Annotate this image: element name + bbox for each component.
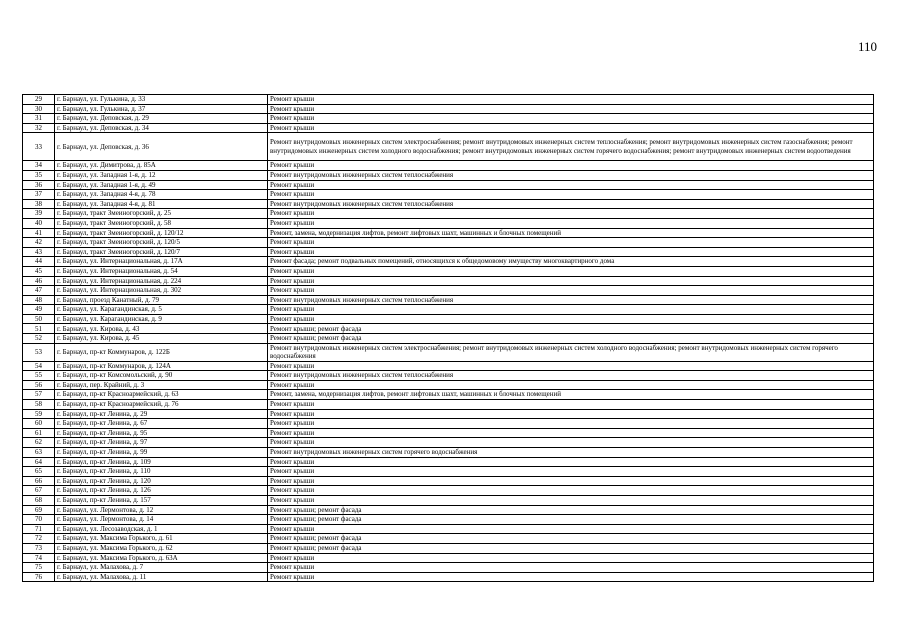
row-number-cell: 55 <box>23 371 55 381</box>
row-number-cell: 57 <box>23 390 55 400</box>
table-row <box>23 180 874 190</box>
address-cell: г. Барнаул, ул. Интернациональная, д. 224 <box>55 276 268 286</box>
table-row <box>23 276 874 286</box>
address-cell: г. Барнаул, пр-кт Ленина, д. 126 <box>55 486 268 496</box>
table-row <box>23 505 874 515</box>
address-cell: г. Барнаул, пр-кт Ленина, д. 97 <box>55 438 268 448</box>
work-type-cell: Ремонт крыши <box>268 305 874 315</box>
address-cell: г. Барнаул, ул. Гулькина, д. 37 <box>55 104 268 114</box>
row-number-cell: 68 <box>23 495 55 505</box>
table-row <box>23 266 874 276</box>
row-number-cell: 36 <box>23 180 55 190</box>
table-row <box>23 257 874 267</box>
address-cell: г. Барнаул, ул. Интернациональная, д. 302 <box>55 286 268 296</box>
row-number-cell: 34 <box>23 161 55 171</box>
address-cell: г. Барнаул, ул. Интернациональная, д. 54 <box>55 266 268 276</box>
work-type-cell: Ремонт крыши <box>268 190 874 200</box>
address-cell: г. Барнаул, пр-кт Ленина, д. 99 <box>55 448 268 458</box>
address-cell: г. Барнаул, пр-кт Коммунаров, д. 124А <box>55 361 268 371</box>
row-number-cell: 62 <box>23 438 55 448</box>
work-type-cell: Ремонт крыши <box>268 266 874 276</box>
row-number-cell: 66 <box>23 476 55 486</box>
row-number-cell: 63 <box>23 448 55 458</box>
work-type-cell: Ремонт крыши <box>268 161 874 171</box>
row-number-cell: 40 <box>23 218 55 228</box>
work-type-cell: Ремонт, замена, модернизация лифтов, ремонт лифтовых шахт, машинных и блочных помещений <box>268 228 874 238</box>
address-cell: г. Барнаул, пр-кт Ленина, д. 67 <box>55 419 268 429</box>
table-row <box>23 476 874 486</box>
row-number-cell: 41 <box>23 228 55 238</box>
address-cell: г. Барнаул, тракт Змеиногорский, д. 120/5 <box>55 238 268 248</box>
page-number: 110 <box>858 39 878 54</box>
work-type-cell: Ремонт крыши <box>268 123 874 133</box>
address-cell: г. Барнаул, ул. Западная 1-я, д. 12 <box>55 170 268 180</box>
address-cell: г. Барнаул, пр-кт Ленина, д. 120 <box>55 476 268 486</box>
address-cell: г. Барнаул, пер. Крайний, д. 3 <box>55 380 268 390</box>
table-row <box>23 161 874 171</box>
work-type-cell: Ремонт крыши <box>268 524 874 534</box>
table-row <box>23 553 874 563</box>
table-row <box>23 305 874 315</box>
work-type-cell: Ремонт крыши <box>268 572 874 582</box>
address-cell: г. Барнаул, тракт Змеиногорский, д. 120/12 <box>55 228 268 238</box>
address-cell: г. Барнаул, пр-кт Коммунаров, д. 122Б <box>55 343 268 361</box>
row-number-cell: 59 <box>23 409 55 419</box>
address-cell: г. Барнаул, ул. Максима Горького, д. 63А <box>55 553 268 563</box>
address-cell: г. Барнаул, тракт Змеиногорский, д. 25 <box>55 209 268 219</box>
table-row <box>23 295 874 305</box>
table-row <box>23 286 874 296</box>
work-type-cell: Ремонт крыши; ремонт фасада <box>268 515 874 525</box>
work-type-cell: Ремонт фасада; ремонт подвальных помещений, относящихся к общедомовому имуществу многоквартирного дома <box>268 257 874 267</box>
work-type-cell: Ремонт крыши <box>268 95 874 105</box>
table-row <box>23 457 874 467</box>
address-cell: г. Барнаул, пр-кт Ленина, д. 157 <box>55 495 268 505</box>
table-row <box>23 133 874 161</box>
table-row <box>23 515 874 525</box>
row-number-cell: 47 <box>23 286 55 296</box>
table-row <box>23 123 874 133</box>
row-number-cell: 44 <box>23 257 55 267</box>
address-cell: г. Барнаул, пр-кт Красноармейский, д. 76 <box>55 400 268 410</box>
row-number-cell: 31 <box>23 114 55 124</box>
work-type-cell: Ремонт крыши; ремонт фасада <box>268 543 874 553</box>
row-number-cell: 37 <box>23 190 55 200</box>
work-type-cell: Ремонт крыши <box>268 486 874 496</box>
table-row <box>23 438 874 448</box>
row-number-cell: 72 <box>23 534 55 544</box>
work-type-cell: Ремонт крыши <box>268 409 874 419</box>
work-type-cell: Ремонт крыши <box>268 428 874 438</box>
address-cell: г. Барнаул, ул. Деповская, д. 29 <box>55 114 268 124</box>
row-number-cell: 42 <box>23 238 55 248</box>
address-cell: г. Барнаул, ул. Западная 4-я, д. 78 <box>55 190 268 200</box>
row-number-cell: 67 <box>23 486 55 496</box>
address-cell: г. Барнаул, тракт Змеиногорский, д. 120/7 <box>55 247 268 257</box>
address-cell: г. Барнаул, ул. Кирова, д. 43 <box>55 324 268 334</box>
address-cell: г. Барнаул, ул. Интернациональная, д. 17А <box>55 257 268 267</box>
work-type-cell: Ремонт крыши <box>268 286 874 296</box>
row-number-cell: 52 <box>23 334 55 344</box>
row-number-cell: 75 <box>23 563 55 573</box>
row-number-cell: 51 <box>23 324 55 334</box>
table-row <box>23 343 874 361</box>
row-number-cell: 50 <box>23 314 55 324</box>
row-number-cell: 56 <box>23 380 55 390</box>
work-type-cell: Ремонт крыши <box>268 218 874 228</box>
work-type-cell: Ремонт внутридомовых инженерных систем теплоснабжения <box>268 295 874 305</box>
work-type-cell: Ремонт крыши <box>268 361 874 371</box>
work-type-cell: Ремонт крыши <box>268 238 874 248</box>
table-row <box>23 409 874 419</box>
work-type-cell: Ремонт, замена, модернизация лифтов, ремонт лифтовых шахт, машинных и блочных помещений <box>268 390 874 400</box>
address-cell: г. Барнаул, ул. Димитрова, д. 85А <box>55 161 268 171</box>
table-row <box>23 572 874 582</box>
table-row <box>23 334 874 344</box>
table-row <box>23 247 874 257</box>
work-type-cell: Ремонт крыши <box>268 380 874 390</box>
address-cell: г. Барнаул, ул. Максима Горького, д. 61 <box>55 534 268 544</box>
row-number-cell: 48 <box>23 295 55 305</box>
row-number-cell: 73 <box>23 543 55 553</box>
row-number-cell: 29 <box>23 95 55 105</box>
address-cell: г. Барнаул, ул. Западная 1-я, д. 49 <box>55 180 268 190</box>
address-cell: г. Барнаул, ул. Малахова, д. 11 <box>55 572 268 582</box>
row-number-cell: 38 <box>23 199 55 209</box>
work-type-cell: Ремонт крыши <box>268 438 874 448</box>
table-row <box>23 218 874 228</box>
work-type-cell: Ремонт крыши <box>268 114 874 124</box>
table-row <box>23 324 874 334</box>
row-number-cell: 49 <box>23 305 55 315</box>
row-number-cell: 46 <box>23 276 55 286</box>
table-body <box>23 95 874 582</box>
work-type-cell: Ремонт внутридомовых инженерных систем теплоснабжения <box>268 199 874 209</box>
work-type-cell: Ремонт крыши <box>268 209 874 219</box>
table-row <box>23 543 874 553</box>
row-number-cell: 58 <box>23 400 55 410</box>
address-cell: г. Барнаул, ул. Деповская, д. 34 <box>55 123 268 133</box>
address-cell: г. Барнаул, ул. Кирова, д. 45 <box>55 334 268 344</box>
table-row <box>23 467 874 477</box>
row-number-cell: 60 <box>23 419 55 429</box>
work-type-cell: Ремонт крыши; ремонт фасада <box>268 505 874 515</box>
row-number-cell: 43 <box>23 247 55 257</box>
table-row <box>23 495 874 505</box>
row-number-cell: 32 <box>23 123 55 133</box>
work-type-cell: Ремонт крыши; ремонт фасада <box>268 534 874 544</box>
table-row <box>23 95 874 105</box>
work-type-cell: Ремонт крыши <box>268 563 874 573</box>
address-cell: г. Барнаул, ул. Западная 4-я, д. 81 <box>55 199 268 209</box>
table-row <box>23 114 874 124</box>
work-type-cell: Ремонт крыши <box>268 400 874 410</box>
row-number-cell: 33 <box>23 133 55 161</box>
work-type-cell: Ремонт внутридомовых инженерных систем электроснабжения; ремонт внутридомовых инженерных систем теплоснабжения; ремонт внутридомовых инженерных систем газоснабжения; ремонт внутридомовых инженерных систем холодного водоснабжения; ремонт внутридомовых инженерных систем горячего водоснабжения; ремонт внутридомовых инженерных систем водоотведения <box>268 133 874 161</box>
address-cell: г. Барнаул, ул. Максима Горького, д. 62 <box>55 543 268 553</box>
row-number-cell: 64 <box>23 457 55 467</box>
table-row <box>23 228 874 238</box>
address-cell: г. Барнаул, ул. Карагандинская, д. 9 <box>55 314 268 324</box>
table-row <box>23 534 874 544</box>
table-row <box>23 314 874 324</box>
work-type-cell: Ремонт крыши <box>268 276 874 286</box>
table-row <box>23 199 874 209</box>
work-type-cell: Ремонт крыши <box>268 247 874 257</box>
row-number-cell: 30 <box>23 104 55 114</box>
work-type-cell: Ремонт крыши <box>268 467 874 477</box>
table-row <box>23 428 874 438</box>
address-cell: г. Барнаул, ул. Деповская, д. 36 <box>55 133 268 161</box>
address-cell: г. Барнаул, пр-кт Ленина, д. 109 <box>55 457 268 467</box>
table-row <box>23 380 874 390</box>
work-type-cell: Ремонт крыши; ремонт фасада <box>268 334 874 344</box>
work-type-cell: Ремонт крыши <box>268 495 874 505</box>
work-type-cell: Ремонт крыши <box>268 553 874 563</box>
table-row <box>23 400 874 410</box>
row-number-cell: 54 <box>23 361 55 371</box>
row-number-cell: 61 <box>23 428 55 438</box>
row-number-cell: 74 <box>23 553 55 563</box>
table-row <box>23 209 874 219</box>
address-cell: г. Барнаул, ул. Малахова, д. 7 <box>55 563 268 573</box>
address-cell: г. Барнаул, ул. Лермонтова, д. 12 <box>55 505 268 515</box>
work-type-cell: Ремонт внутридомовых инженерных систем теплоснабжения <box>268 170 874 180</box>
row-number-cell: 53 <box>23 343 55 361</box>
work-type-cell: Ремонт крыши <box>268 104 874 114</box>
row-number-cell: 76 <box>23 572 55 582</box>
address-cell: г. Барнаул, ул. Лермонтова, д. 14 <box>55 515 268 525</box>
address-cell: г. Барнаул, ул. Карагандинская, д. 5 <box>55 305 268 315</box>
work-type-cell: Ремонт крыши <box>268 419 874 429</box>
address-cell: г. Барнаул, пр-кт Ленина, д. 95 <box>55 428 268 438</box>
table-row <box>23 104 874 114</box>
row-number-cell: 69 <box>23 505 55 515</box>
works-table <box>22 94 874 582</box>
address-cell: г. Барнаул, пр-кт Комсомольский, д. 90 <box>55 371 268 381</box>
table-row <box>23 371 874 381</box>
table-row <box>23 238 874 248</box>
table-row <box>23 390 874 400</box>
work-type-cell: Ремонт крыши <box>268 314 874 324</box>
address-cell: г. Барнаул, ул. Гулькина, д. 33 <box>55 95 268 105</box>
table-row <box>23 563 874 573</box>
row-number-cell: 45 <box>23 266 55 276</box>
table-row <box>23 419 874 429</box>
row-number-cell: 71 <box>23 524 55 534</box>
row-number-cell: 35 <box>23 170 55 180</box>
address-cell: г. Барнаул, проезд Канатный, д. 79 <box>55 295 268 305</box>
address-cell: г. Барнаул, пр-кт Ленина, д. 29 <box>55 409 268 419</box>
table-row <box>23 486 874 496</box>
address-cell: г. Барнаул, тракт Змеиногорский, д. 58 <box>55 218 268 228</box>
work-type-cell: Ремонт крыши <box>268 457 874 467</box>
table-row <box>23 524 874 534</box>
address-cell: г. Барнаул, ул. Лесозаводская, д. 1 <box>55 524 268 534</box>
table-row <box>23 170 874 180</box>
work-type-cell: Ремонт крыши <box>268 476 874 486</box>
work-type-cell: Ремонт внутридомовых инженерных систем электроснабжения; ремонт внутридомовых инженерных систем холодного водоснабжения; ремонт внутридомовых инженерных систем горячего водоснабжения <box>268 343 874 361</box>
address-cell: г. Барнаул, пр-кт Ленина, д. 110 <box>55 467 268 477</box>
work-type-cell: Ремонт крыши; ремонт фасада <box>268 324 874 334</box>
row-number-cell: 65 <box>23 467 55 477</box>
address-cell: г. Барнаул, пр-кт Красноармейский, д. 63 <box>55 390 268 400</box>
table-row <box>23 190 874 200</box>
row-number-cell: 39 <box>23 209 55 219</box>
table-row <box>23 448 874 458</box>
work-type-cell: Ремонт внутридомовых инженерных систем горячего водоснабжения <box>268 448 874 458</box>
row-number-cell: 70 <box>23 515 55 525</box>
table-row <box>23 361 874 371</box>
work-type-cell: Ремонт внутридомовых инженерных систем теплоснабжения <box>268 371 874 381</box>
work-type-cell: Ремонт крыши <box>268 180 874 190</box>
